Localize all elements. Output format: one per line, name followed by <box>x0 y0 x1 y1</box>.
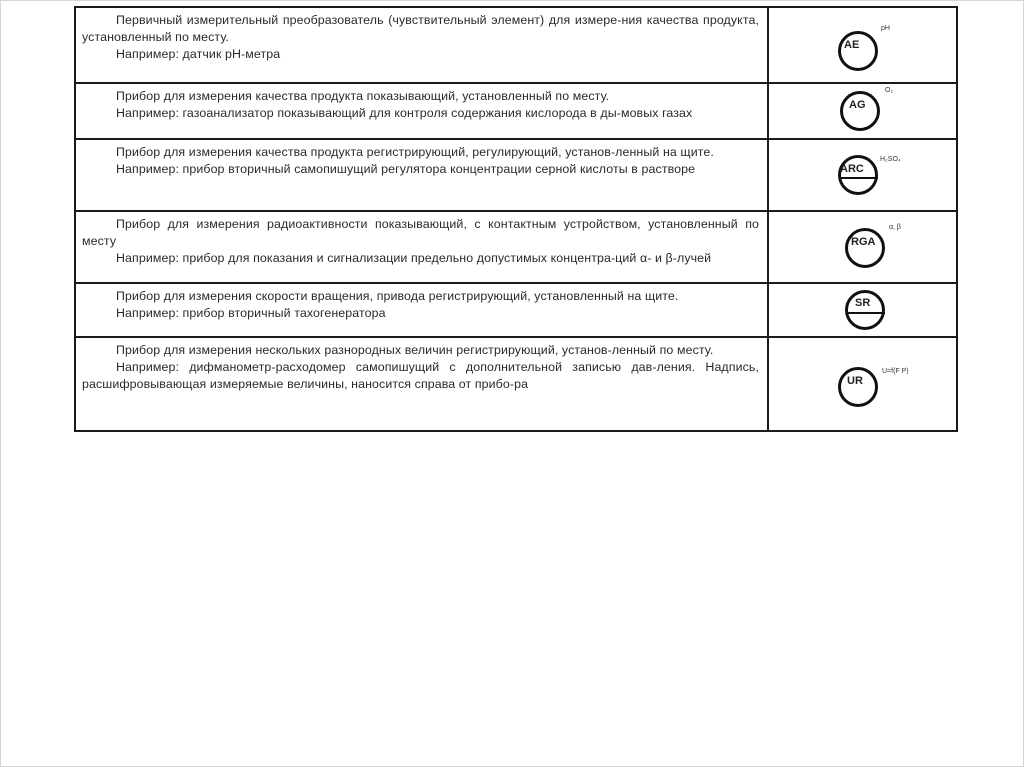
symbol-annotation: O₂ <box>885 87 894 94</box>
table-row <box>75 83 957 139</box>
example-text: Например: прибор вторичный тахогенератора <box>116 306 386 320</box>
symbol-code: AE <box>844 39 860 51</box>
symbol-annotation: U=f(F P) <box>882 368 909 375</box>
symbol-code: ARC <box>840 163 864 175</box>
panel-mount-line <box>841 177 878 179</box>
symbol-code: AG <box>849 99 866 111</box>
symbol-annotation: pH <box>881 25 890 32</box>
table-row <box>75 283 957 337</box>
table-row <box>75 337 957 431</box>
table-row <box>75 7 957 83</box>
symbol-annotation: H₂SO₄ <box>880 156 901 163</box>
example-text: Например: датчик pH-метра <box>116 47 281 61</box>
instrument-circle-icon <box>840 91 880 131</box>
description-text: Прибор для измерения качества продукта показывающий, установленный по месту. <box>116 89 610 103</box>
symbol-cell <box>768 139 957 211</box>
instrument-symbols-table <box>74 6 958 432</box>
symbol-cell <box>768 211 957 283</box>
instrument-circle-icon <box>838 367 878 407</box>
panel-mount-line <box>848 312 885 314</box>
example-text: Например: дифманометр-расходомер самопишущий с дополнительной записью дав-ления. Надпись, расшифровывающая измеряемые величины, наносится справа от прибо-ра <box>82 360 759 391</box>
description-cell <box>75 139 768 211</box>
table-row <box>75 139 957 211</box>
symbol-annotation: α, β <box>889 224 901 231</box>
symbol-cell <box>768 283 957 337</box>
description-cell <box>75 211 768 283</box>
description-cell <box>75 283 768 337</box>
instrument-circle-icon <box>838 155 878 195</box>
symbol-cell <box>768 83 957 139</box>
description-cell <box>75 83 768 139</box>
description-text: Первичный измерительный преобразователь (чувствительный элемент) для измере-ния качества продукта, установленный по месту. <box>82 13 759 44</box>
instrument-circle-icon <box>838 31 878 71</box>
description-cell <box>75 7 768 83</box>
symbol-code: SR <box>855 297 871 309</box>
symbol-cell <box>768 7 957 83</box>
description-text: Прибор для измерения скорости вращения, привода регистрирующий, установленный на щите. <box>116 289 679 303</box>
symbol-code: RGA <box>851 236 876 248</box>
example-text: Например: прибор для показания и сигнализации предельно допустимых концентра-ций α- и β-лучей <box>116 251 712 265</box>
symbol-cell <box>768 337 957 431</box>
example-text: Например: прибор вторичный самопишущий регулятора концентрации серной кислоты в растворе <box>116 162 696 176</box>
instrument-circle-icon <box>845 290 885 330</box>
instrument-circle-icon <box>845 228 885 268</box>
symbol-code: UR <box>847 375 863 387</box>
description-cell <box>75 337 768 431</box>
description-text: Прибор для измерения радиоактивности показывающий, с контактным устройством, установленный по месту <box>82 217 759 248</box>
table-row <box>75 211 957 283</box>
description-text: Прибор для измерения нескольких разнородных величин регистрирующий, установ-ленный по месту. <box>116 343 714 357</box>
example-text: Например: газоанализатор показывающий для контроля содержания кислорода в ды-мовых газах <box>116 106 693 120</box>
description-text: Прибор для измерения качества продукта регистрирующий, регулирующий, установ-ленный на щите. <box>116 145 714 159</box>
